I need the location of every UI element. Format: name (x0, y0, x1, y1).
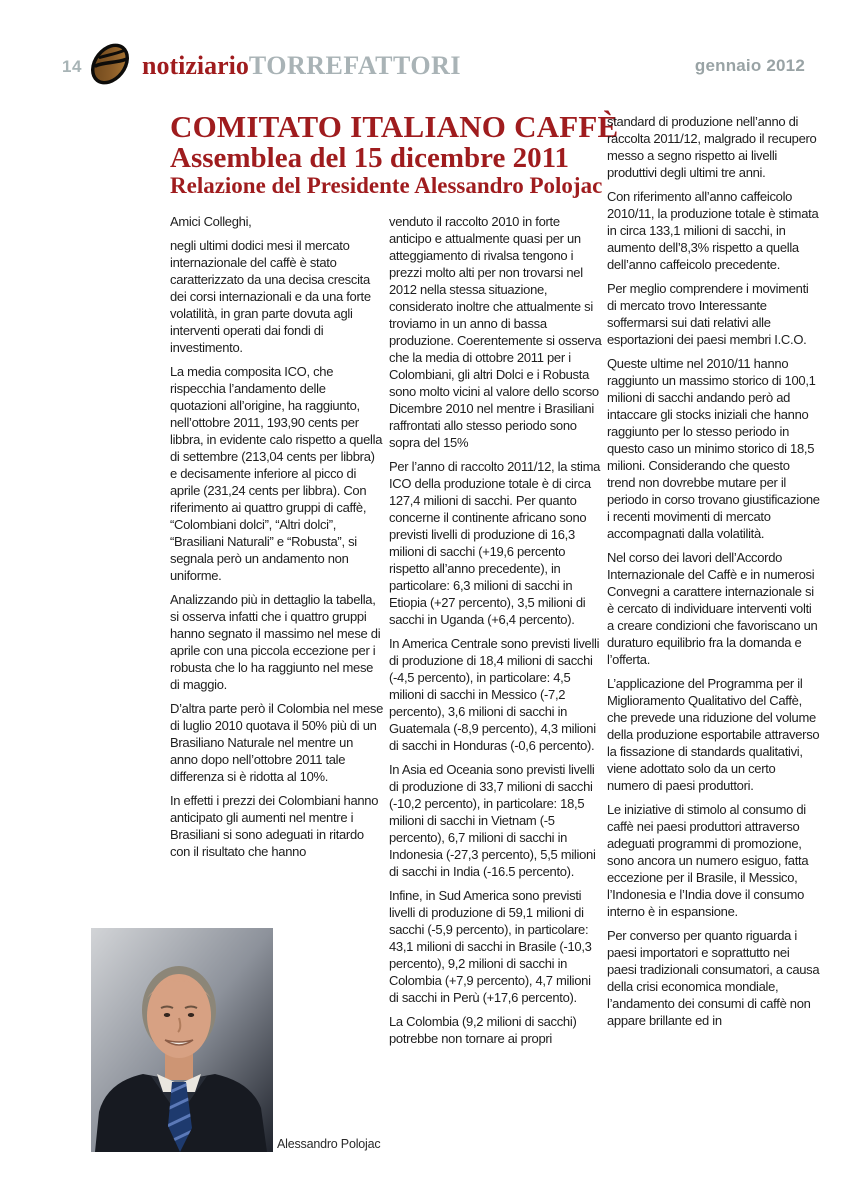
issue-date: gennaio 2012 (694, 56, 805, 75)
paragraph: La Colombia (9,2 milioni di sacchi) potrebbe non tornare ai propri (389, 1014, 577, 1046)
paragraph: Amici Colleghi, (170, 214, 252, 229)
paragraph: Analizzando più in dettaglio la tabella, si osserva infatti che i quattro gruppi hanno segnato il massimo nel mese di aprile con una piccola eccezione per i robusta che lo ha raggiunto nel mese di maggio. (170, 592, 381, 692)
paragraph: Per l’anno di raccolto 2011/12, la stima ICO della produzione totale è di circa 127,4 milioni di sacchi. Per quanto concerne il continente africano sono previsti livelli di produzione di 16,3 milioni di sacchi (+19,6 percento rispetto all’anno precedente), in particolare: 6,3 milioni di sacchi in Etiopia (+27 percento), 3,5 milioni di sacchi in Uganda (+6,4 percento). (389, 459, 601, 627)
paragraph: L’applicazione del Programma per il Miglioramento Qualitativo del Caffè, che prevede una riduzione del volume della produzione esportabile attraverso la fissazione di standards qualitativi, viene adottato solo da un certo numero di paesi produttori. (607, 676, 820, 793)
newsletter-brand (142, 52, 461, 80)
paragraph: Con riferimento all’anno caffeicolo 2010/11, la produzione totale è stimata in circa 133,1 milioni di sacchi, in aumento dell’8,3% rispetto a quella dell’anno caffeicolo precedente. (607, 189, 819, 272)
article-title-line1: COMITATO ITALIANO CAFFÈ (170, 109, 619, 144)
article-title-line3: Relazione del Presidente Alessandro Polojac (170, 173, 603, 198)
text-column-3 (607, 113, 821, 1163)
photo-caption: Alessandro Polojac (277, 1137, 381, 1151)
brand-name-notiziario: notiziario (142, 51, 249, 80)
paragraph: Nel corso dei lavori dell’Accordo Internazionale del Caffè e in numerosi Convegni a carattere internazionale si è cercato di individuare interventi volti a creare condizioni che favoriscano un duraturo equilibrio fra la domanda e l’offerta. (607, 550, 818, 667)
paragraph: Queste ultime nel 2010/11 hanno raggiunto un massimo storico di 100,1 milioni di sacchi andando però ad intaccare gli stocks iniziali che hanno raggiunto per lo stesso periodo in questo caso un minimo storico di 18,5 milioni. Considerando che questo trend non dovrebbe mutare per il periodo in corso trovano giustificazione i recenti movimenti di mercato accompagnati dalla volatilità. (607, 356, 820, 541)
coffee-bean-icon (87, 40, 133, 88)
text-column-2 (389, 213, 603, 1159)
text-column-1 (170, 213, 384, 927)
paragraph: D’altra parte però il Colombia nel mese di luglio 2010 quotava il 50% più di un Brasiliano Naturale nel mentre un anno dopo nell’ottobre 2011 tale differenza si è ridotta al 10%. (170, 701, 384, 784)
paragraph: In effetti i prezzi dei Colombiani hanno anticipato gli aumenti nel mentre i Brasiliani si sono adeguati in ritardo con il risultato che hanno (170, 793, 379, 859)
paragraph: venduto il raccolto 2010 in forte anticipo e attualmente quasi per un atteggiamento di rivalsa tengono i prezzi molto alti per non trovarsi nel 2012 nella stessa situazione, considerato inoltre che attualmente si troviamo in un anno di bassa produzione. Coerentemente si osserva che la media di ottobre 2011 per i Colombiani, gli altri Dolci e i Robusta sono molto vicini al valore dello scorso Dicembre 2010 nel mentre i Brasiliani raffrontati allo stesso periodo sono sopra del 15% (389, 214, 602, 450)
article-title-line2: Assemblea del 15 dicembre 2011 (170, 142, 569, 174)
paragraph: Per meglio comprendere i movimenti di mercato trovo Interessante soffermarsi sui dati relativi alle esportazioni dei paesi membri I.C.O. (607, 281, 809, 347)
paragraph: standard di produzione nell’anno di raccolta 2011/12, malgrado il recupero messo a segno rispetto ai livelli produttivi degli ultimi tre anni. (607, 114, 817, 180)
paragraph: Le iniziative di stimolo al consumo di caffè nei paesi produttori attraverso adeguati programmi di promozione, sono ancora un numero esiguo, fatta eccezione per il Brasile, il Messico, l’Indonesia e l’India dove il consumo interno è in espansione. (607, 802, 809, 919)
paragraph: Infine, in Sud America sono previsti livelli di produzione di 59,1 milioni di sacchi (-5,9 percento), in particolare: 43,1 milioni di sacchi in Brasile (-10,3 percento), 9,2 milioni di sacchi in Colombia (+7,9 percento), 4,7 milioni di sacchi in Perù (+17,6 percento). (389, 888, 592, 1005)
article-title (170, 111, 630, 198)
paragraph: In Asia ed Oceania sono previsti livelli di produzione di 33,7 milioni di sacchi (-10,2 percento), in particolare: 18,5 milioni di sacchi in Vietnam (-5 percento), 6,7 milioni di sacchi in Indonesia (-27,3 percento), 5,5 milioni di sacchi in India (-16.5 percento). (389, 762, 596, 879)
president-portrait-photo (91, 928, 273, 1152)
brand-name-torrefattori: TORREFATTORI (248, 51, 461, 80)
paragraph: Per converso per quanto riguarda i paesi importatori e soprattutto nei paesi tradizionali consumatori, a causa della crisi economica mondiale, l’andamento dei consumi di caffè non appare brillante ed in (607, 928, 820, 1028)
paragraph: negli ultimi dodici mesi il mercato internazionale del caffè è stato caratterizzato da una decisa crescita dei corsi internazionali e da una forte volatilità, in gran parte dovuta agli interventi operati dai fondi di investimento. (170, 238, 371, 355)
paragraph: In America Centrale sono previsti livelli di produzione di 18,4 milioni di sacchi (-4,5 percento), in particolare: 4,5 milioni di sacchi in Messico (-7,2 percento), 3,6 milioni di sacchi in Guatemala (-8,9 percento), 4,3 milioni di sacchi in Honduras (-0,6 percento). (389, 636, 600, 753)
paragraph: La media composita ICO, che rispecchia l’andamento delle quotazioni all’origine, ha raggiunto, nell’ottobre 2011, 193,90 cents per libbra, in evidente calo rispetto a quella di settembre (213,04 cents per libbra) e decisamente inferiore al picco di aprile (231,24 cents per libbra). Con riferimento ai quattro gruppi di caffè, “Colombiani dolci”, “Altri dolci”, “Brasiliani Naturali” e “Robusta”, si segnala però un andamento non uniforme. (170, 364, 383, 583)
page-number: 14 (62, 57, 82, 76)
